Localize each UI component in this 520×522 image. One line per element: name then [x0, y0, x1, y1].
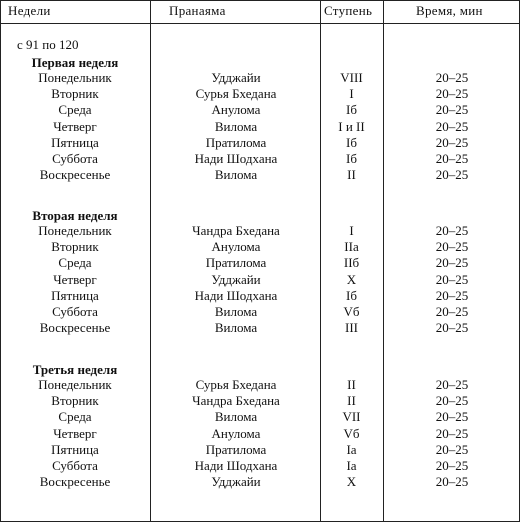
- table-row: [0, 135, 520, 151]
- step-cell: IIб: [343, 255, 360, 271]
- pranayama-cell: Пратилома: [205, 255, 267, 271]
- table-row: [0, 426, 520, 442]
- step-cell: Iб: [346, 102, 357, 118]
- step-cell: Iб: [346, 151, 357, 166]
- table-row: [0, 304, 520, 320]
- time-cell: 20–25: [435, 458, 469, 473]
- step-cell: Vб: [343, 425, 360, 441]
- time-cell: 20–25: [435, 320, 469, 336]
- day-cell: Понедельник: [38, 223, 112, 238]
- day-cell: Вторник: [51, 239, 99, 255]
- pranayama-cell: Чандра Бхедана: [192, 223, 280, 238]
- table-row: [0, 272, 520, 288]
- table-row: [0, 474, 520, 490]
- table-row: [0, 167, 520, 183]
- time-cell: 20–25: [435, 102, 469, 118]
- pranayama-cell: Нади Шодхана: [194, 458, 278, 473]
- pranayama-cell: Удджайи: [211, 271, 261, 287]
- step-cell: Iа: [346, 458, 357, 473]
- day-cell: Среда: [58, 409, 92, 425]
- time-cell: 20–25: [435, 474, 469, 490]
- table-row: [0, 409, 520, 425]
- step-cell: VII: [342, 409, 361, 425]
- pranayama-cell: Нади Шодхана: [194, 287, 278, 303]
- table-row: [0, 458, 520, 474]
- range-label: с 91 по 120: [17, 37, 79, 52]
- step-cell: Iб: [346, 287, 357, 303]
- step-cell: X: [346, 271, 357, 287]
- pranayama-cell: Анулома: [211, 239, 261, 255]
- day-cell: Среда: [58, 255, 92, 271]
- time-cell: 20–25: [435, 409, 469, 425]
- time-cell: 20–25: [435, 425, 469, 441]
- day-cell: Вторник: [51, 86, 99, 102]
- pranayama-cell: Анулома: [211, 425, 261, 441]
- step-cell: X: [346, 474, 357, 490]
- table-row: [0, 119, 520, 135]
- week-title: Третья неделя: [32, 362, 118, 377]
- header-time: Время, мин: [416, 3, 483, 18]
- time-cell: 20–25: [435, 287, 469, 303]
- pranayama-cell: Анулома: [211, 102, 261, 118]
- time-cell: 20–25: [435, 441, 469, 457]
- time-cell: 20–25: [435, 118, 469, 134]
- step-cell: IIа: [344, 239, 359, 255]
- pranayama-cell: Вилома: [214, 167, 258, 183]
- time-cell: 20–25: [435, 151, 469, 166]
- day-cell: Пятница: [51, 287, 99, 303]
- table-row: [0, 86, 520, 102]
- day-cell: Среда: [58, 102, 92, 118]
- time-cell: 20–25: [435, 271, 469, 287]
- day-cell: Суббота: [52, 304, 98, 319]
- step-cell: II: [347, 393, 356, 409]
- pranayama-cell: Нади Шодхана: [194, 151, 278, 166]
- day-cell: Пятница: [51, 134, 99, 150]
- step-cell: III: [345, 320, 358, 336]
- step-cell: II: [347, 377, 356, 392]
- day-cell: Четверг: [53, 271, 97, 287]
- pranayama-cell: Чандра Бхедана: [192, 393, 280, 409]
- step-cell: Vб: [343, 304, 360, 319]
- pranayama-cell: Сурья Бхедана: [195, 377, 277, 392]
- time-cell: 20–25: [435, 223, 469, 238]
- time-cell: 20–25: [435, 134, 469, 150]
- week-title: Вторая неделя: [32, 208, 118, 223]
- table-row: [0, 442, 520, 458]
- table-row: [0, 70, 520, 86]
- step-cell: I и II: [338, 118, 365, 134]
- time-cell: 20–25: [435, 239, 469, 255]
- day-cell: Воскресенье: [39, 474, 111, 490]
- table-row: [0, 320, 520, 336]
- pranayama-cell: Пратилома: [205, 441, 267, 457]
- pranayama-cell: Вилома: [214, 118, 258, 134]
- table-row: [0, 151, 520, 167]
- day-cell: Вторник: [51, 393, 99, 409]
- week-title: Первая неделя: [31, 55, 119, 70]
- time-cell: 20–25: [435, 377, 469, 392]
- header-divider: [0, 23, 520, 24]
- pranayama-cell: Пратилома: [205, 134, 267, 150]
- header-pranayama: Пранаяма: [169, 3, 226, 18]
- time-cell: 20–25: [435, 167, 469, 183]
- time-cell: 20–25: [435, 86, 469, 102]
- day-cell: Суббота: [52, 458, 98, 473]
- time-cell: 20–25: [435, 304, 469, 319]
- table-row: [0, 393, 520, 409]
- step-cell: Iб: [346, 134, 357, 150]
- header-weeks: Недели: [8, 3, 51, 18]
- pranayama-cell: Сурья Бхедана: [195, 86, 277, 102]
- table-row: [0, 288, 520, 304]
- table-row: [0, 102, 520, 118]
- step-cell: I: [349, 86, 354, 102]
- step-cell: II: [347, 167, 356, 183]
- step-cell: I: [349, 223, 354, 238]
- pranayama-cell: Вилома: [214, 409, 258, 425]
- day-cell: Воскресенье: [39, 320, 111, 336]
- pranayama-cell: Удджайи: [211, 70, 261, 85]
- day-cell: Понедельник: [38, 70, 112, 85]
- day-cell: Воскресенье: [39, 167, 111, 183]
- pranayama-cell: Вилома: [214, 320, 258, 336]
- day-cell: Пятница: [51, 441, 99, 457]
- step-cell: Iа: [346, 441, 357, 457]
- day-cell: Четверг: [53, 118, 97, 134]
- table-row: [0, 255, 520, 271]
- day-cell: Понедельник: [38, 377, 112, 392]
- day-cell: Четверг: [53, 425, 97, 441]
- time-cell: 20–25: [435, 255, 469, 271]
- table-row: [0, 239, 520, 255]
- table-row: [0, 377, 520, 393]
- time-cell: 20–25: [435, 70, 469, 85]
- pranayama-cell: Удджайи: [211, 474, 261, 490]
- day-cell: Суббота: [52, 151, 98, 166]
- time-cell: 20–25: [435, 393, 469, 409]
- step-cell: VIII: [340, 70, 363, 85]
- table-row: [0, 223, 520, 239]
- pranayama-cell: Вилома: [214, 304, 258, 319]
- header-step: Ступень: [324, 3, 373, 18]
